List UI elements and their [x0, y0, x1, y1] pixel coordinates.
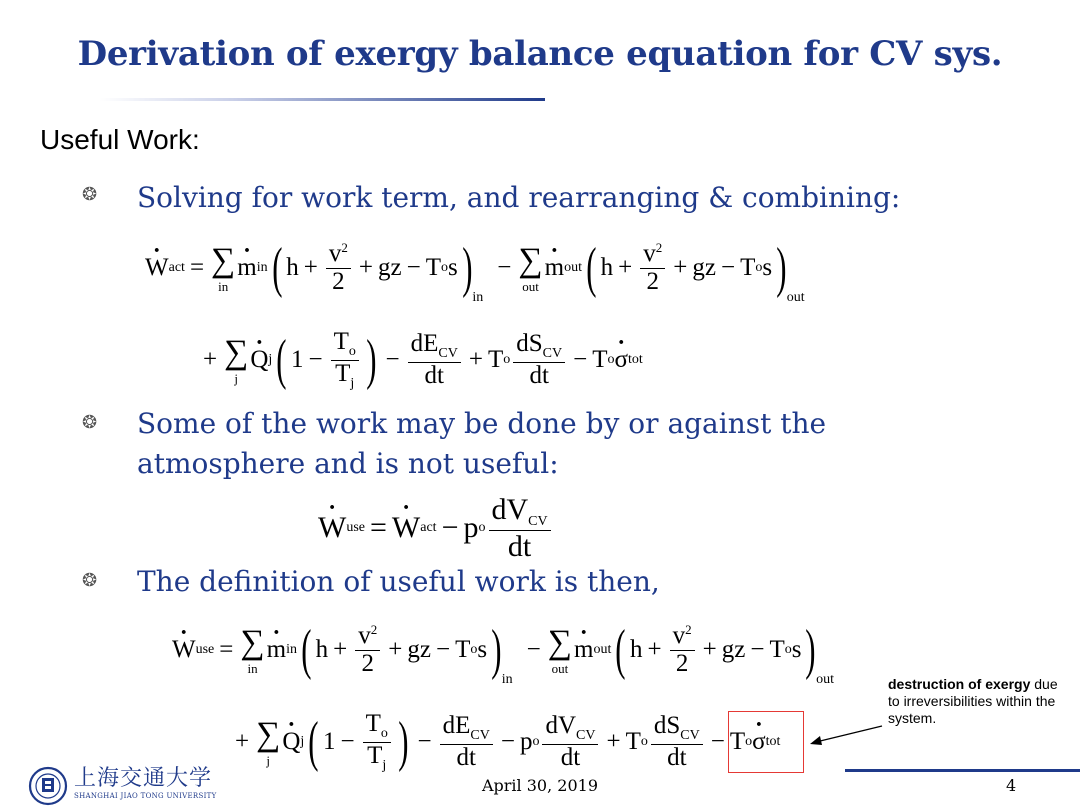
university-name-cn: 上海交通大学	[74, 766, 213, 791]
bullet-text-1: Solving for work term, and rearranging & combining:	[137, 181, 901, 214]
equation-useful-work-line1: · W use = ∑ in · m in ( h + $\frac{v^2}{2}$ + gz − T o s ) in − ∑ out · m out ( h + $\frac{v^2}{2}$ + gz − T o s ) out	[172, 610, 834, 690]
footer-rule	[845, 769, 1080, 772]
bullet-icon: ❂	[82, 184, 98, 205]
equation-useful-work-line2: + ∑ j · Q j ( 1 − $\frac{T_o}{T_j}$ ) − $\frac{dE_{CV}}{dt}$ − p o $\frac{dV_{CV}}{dt}$ + T o $\frac{dS_{CV}}{dt}$ − T o · σ tot	[230, 702, 780, 782]
bullet-text-3: The definition of useful work is then,	[137, 565, 660, 598]
page-number: 4	[1006, 776, 1017, 795]
section-label: Useful Work:	[40, 124, 200, 155]
title-underline	[100, 98, 545, 101]
footer-date: April 30, 2019	[481, 776, 598, 795]
annotation-text: destruction of exergy due to irreversibilities within the system.	[888, 676, 1058, 726]
equation-useful-work-simple: · W use = · W act − p o $\frac{dV_{CV}}{dt}$	[318, 488, 554, 568]
bullet-text-2: Some of the work may be done by or against the atmosphere and is not useful:	[137, 407, 827, 480]
equation-work-actual-line1: · W act = ∑ in · m in ( h + $\frac{v^2}{2}$ + gz − T o s ) in − ∑ out · m out ( h + $\frac{v^2}{2}$ + gz − T o s ) out	[145, 228, 805, 308]
annotation-arrow-icon	[808, 722, 884, 748]
exergy-destruction-highlight-box	[728, 711, 804, 773]
bullet-icon: ❂	[82, 570, 98, 591]
slide-title: Derivation of exergy balance equation for CV sys.	[77, 34, 1003, 74]
equation-work-actual-line2: + ∑ j · Q j ( 1 − $\frac{T_o}{T_j}$ ) − $\frac{dE_{CV}}{dt}$ + T o $\frac{dS_{CV}}{dt}$ − T o · σ tot	[198, 320, 643, 400]
bullet-icon: ❂	[82, 412, 98, 433]
university-name-en: SHANGHAI JIAO TONG UNIVERSITY	[74, 792, 217, 800]
